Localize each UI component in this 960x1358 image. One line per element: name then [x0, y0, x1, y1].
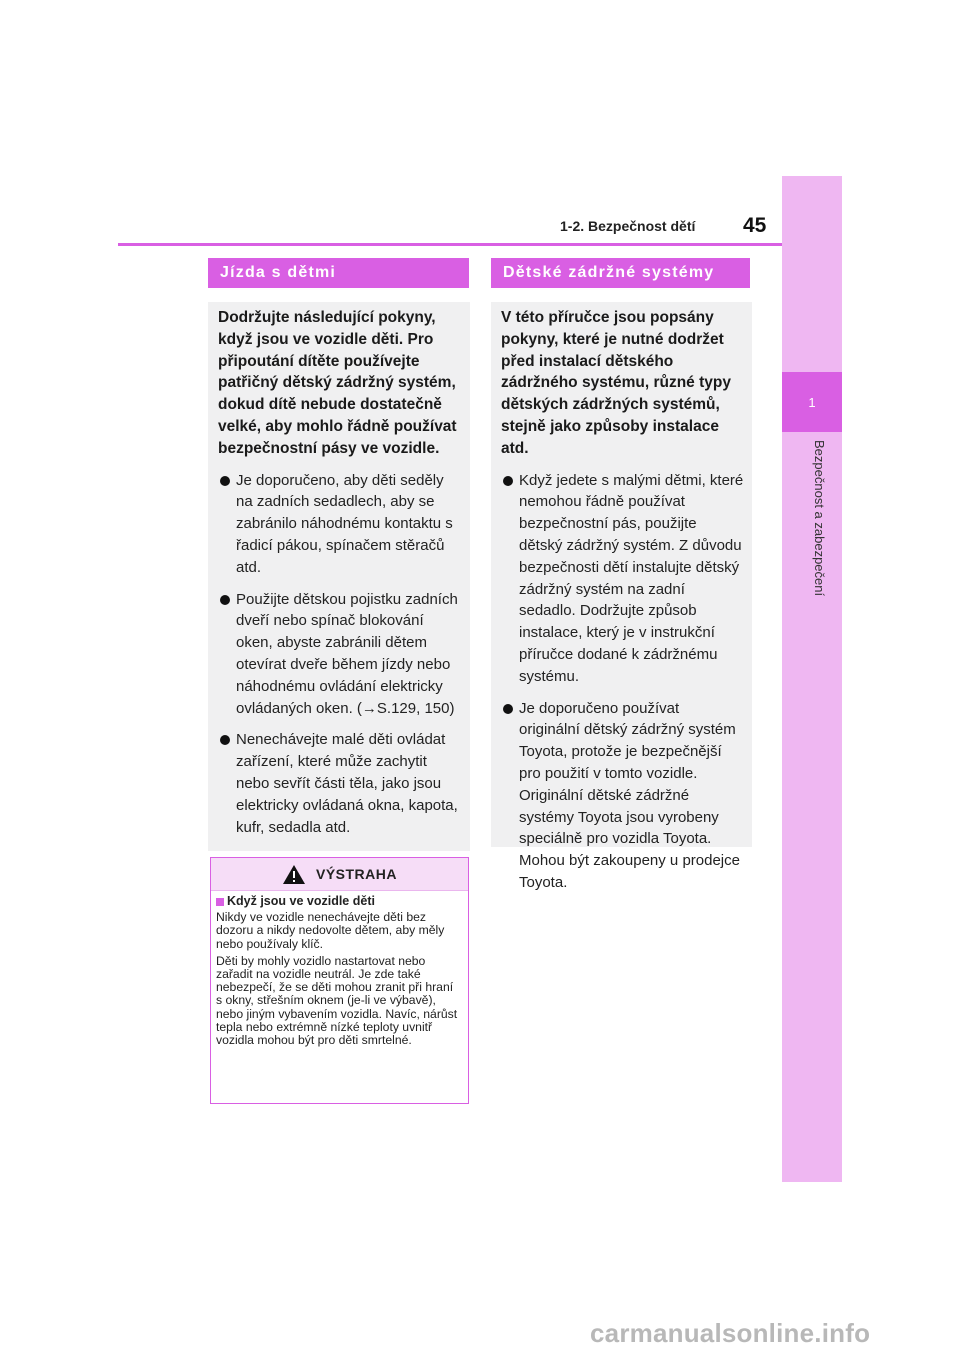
warning-label: VÝSTRAHA: [315, 866, 397, 882]
list-item: Použijte dětskou pojistku zadních dveří nebo spínač blokování oken, abyste zabránili dětem otevírat dveře během jízdy nebo náhodnému ovládání elektricky ovládaných oken. (→S.129, 150): [218, 589, 462, 720]
section-header: 1-2. Bezpečnost dětí: [560, 218, 696, 234]
info-box-right: [491, 302, 752, 891]
chapter-label: Bezpečnost a zabezpečení: [812, 440, 827, 597]
header-rule: [118, 243, 782, 246]
warning-subtitle: [216, 895, 462, 908]
watermark: carmanualsonline.info: [590, 1318, 871, 1348]
list-item: Je doporučeno používat originální dětský zádržný systém Toyota, protože je bezpečnější pro použití v tomto vozidle. Originální dětské zádržné systémy Toyota jsou vyrobeny speciálně pro vozidla Toyota. Mohou být zakoupeny u prodejce Toyota.: [501, 698, 744, 894]
chapter-number: 1: [782, 372, 842, 432]
section-title-child-restraint-systems: Dětské zádržné systémy: [491, 258, 750, 288]
list-item: Když jedete s malými dětmi, které nemohou řádně používat bezpečnostní pás, použijte dětský zádržný systém. Z důvodu bezpečnosti dětí instalujte dětský zádržný systém na zadní sedadlo. Dodržujte způsob instalace, který je v instrukční příručce dodané k zádržnému systému.: [501, 470, 744, 688]
bullet-list: [501, 470, 744, 894]
chapter-side-tab: [782, 176, 842, 1182]
intro-text: V této příručce jsou popsány pokyny, které je nutné dodržet před instalací dětského zádržného systému, různé typy dětských zádržných systémů, stejně jako způsoby instalace atd.: [501, 309, 731, 457]
warning-body: [211, 891, 468, 1047]
bullet-list: [218, 470, 462, 839]
intro-text: Dodržujte následující pokyny, když jsou ve vozidle děti. Pro připoutání dítěte používejte patřičný dětský zádržný systém, dokud dítě nebude dostatečně velké, aby mohlo řádně používat bezpečnostní pásy ve vozidle.: [218, 309, 457, 457]
warning-paragraph: Děti by mohly vozidlo nastartovat nebo zařadit na vozidle neutrál. Je zde také nebezpečí, že se děti mohou zranit při hraní s okny, střešním oknem (je-li ve výbavě), nebo jiným vybavením vozidla. Navíc, nárůst tepla nebo extrémně nízké teploty uvnitř vozidla mohou být pro děti smrtelné.: [216, 953, 458, 1048]
page-number: 45: [743, 214, 767, 237]
warning-icon: [282, 864, 306, 885]
warning-paragraph: Nikdy ve vozidle nenechávejte děti bez dozoru a nikdy nedovolte dětem, aby měly nebo používaly klíč.: [216, 910, 445, 951]
section-title-travel-with-children: Jízda s dětmi: [208, 258, 469, 288]
list-item: Nenechávejte malé děti ovládat zařízení, které může zachytit nebo sevřít části těla, jako jsou elektricky ovládaná okna, kapota, kufr, sedadla atd.: [218, 729, 462, 838]
warning-header: [211, 858, 468, 891]
square-bullet-icon: [216, 898, 224, 906]
warning-subtitle-text: Když jsou ve vozidle děti: [227, 894, 375, 908]
warning-box: [210, 857, 469, 1104]
info-box-left: [208, 302, 470, 851]
list-item: Je doporučeno, aby děti seděly na zadních sedadlech, aby se zabránilo náhodnému kontaktu s řadicí pákou, spínačem stěračů atd.: [218, 470, 462, 579]
